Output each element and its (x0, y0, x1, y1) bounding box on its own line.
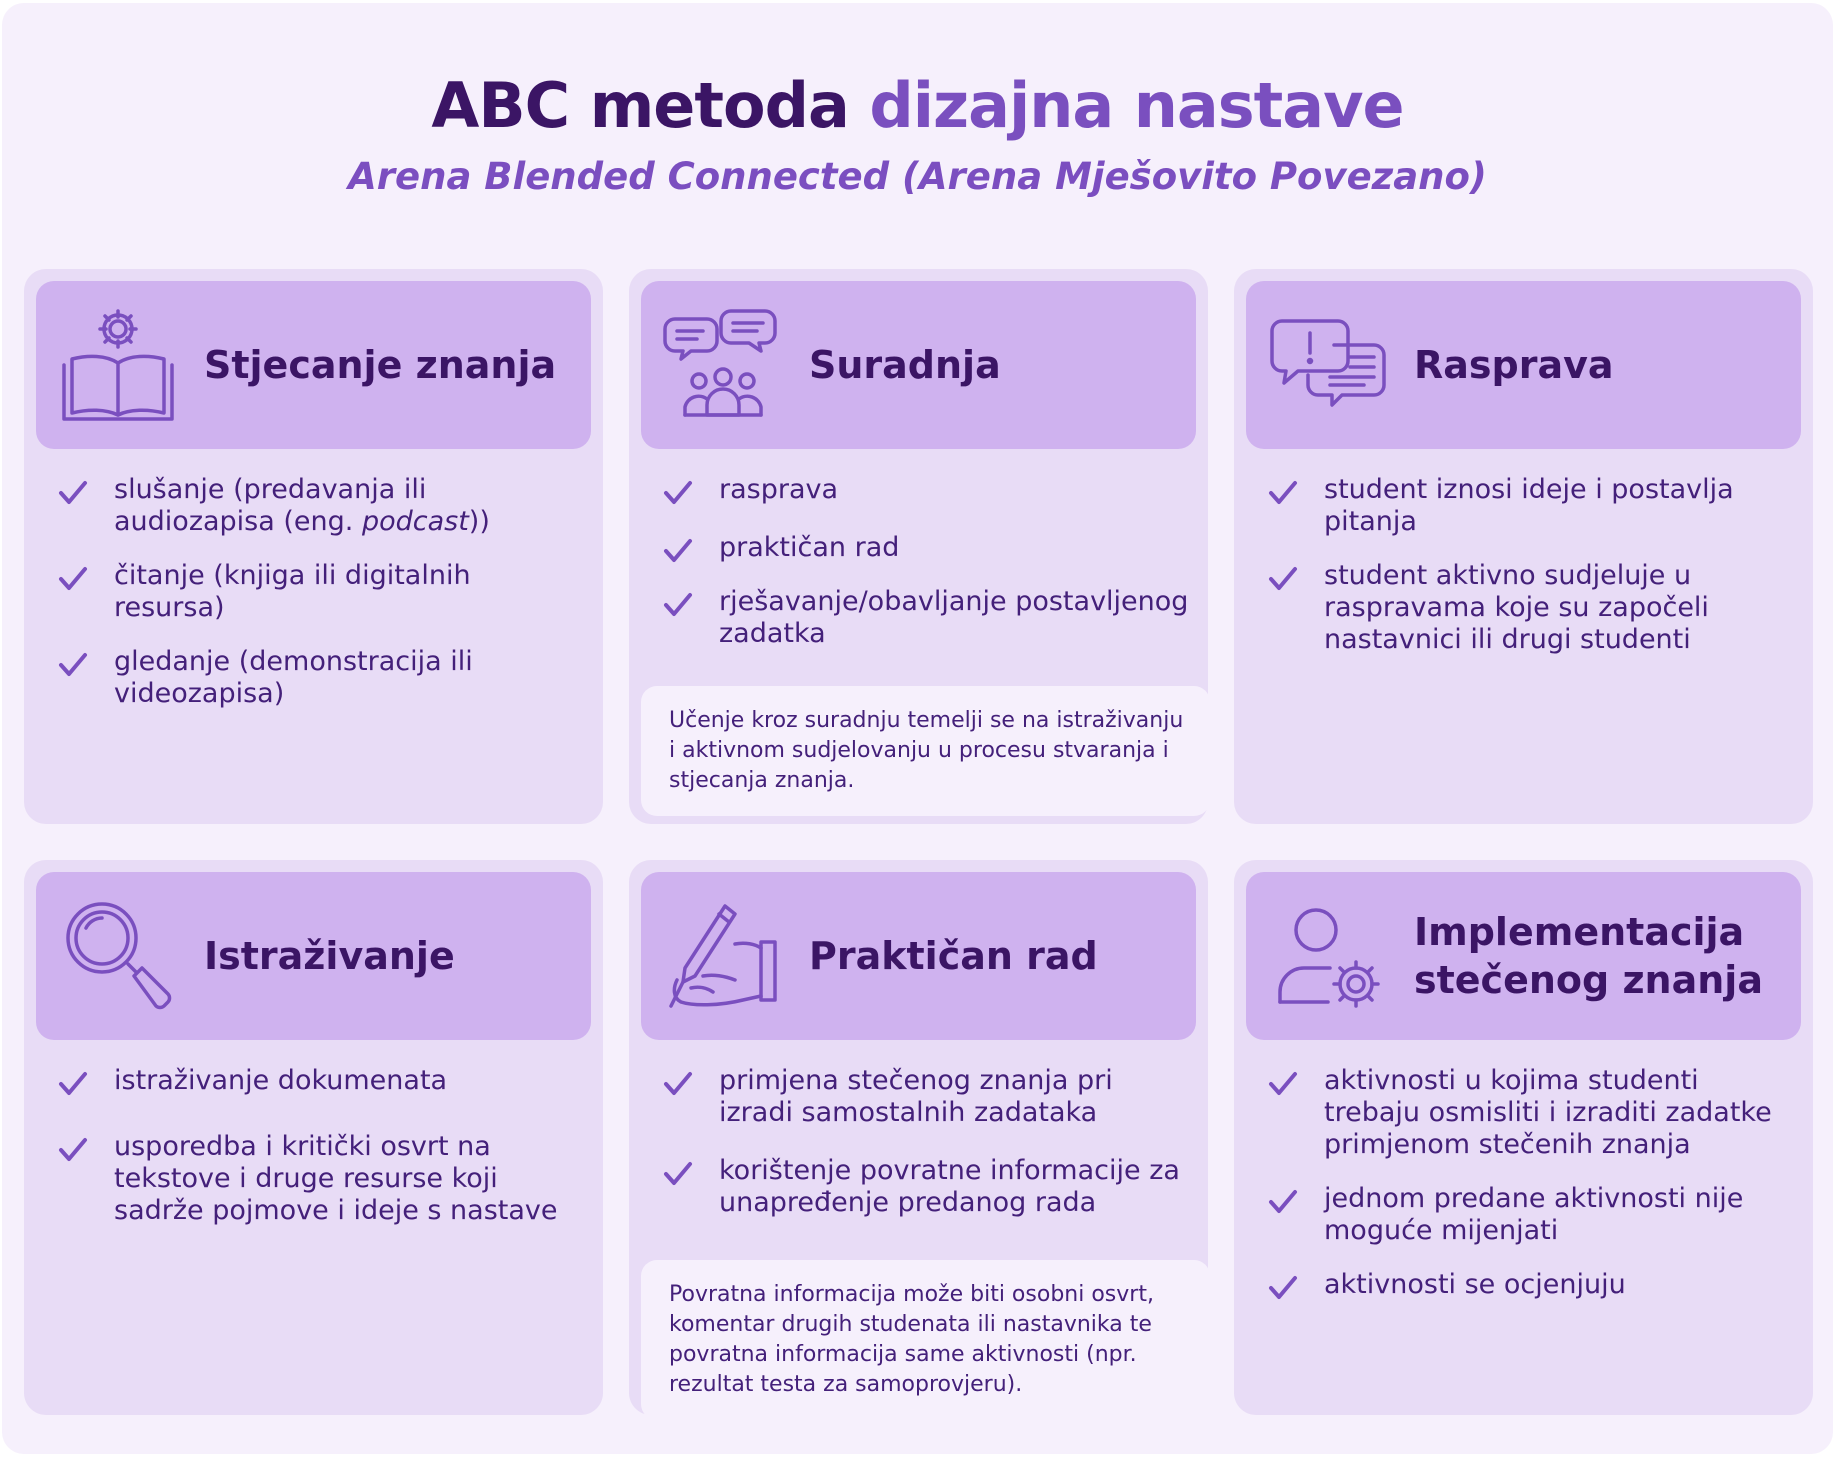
list-item (52, 560, 589, 624)
card-title: Istraživanje (204, 934, 455, 978)
card-title: Implementacija stečenog znanja (1414, 910, 1763, 1002)
magnifier-icon (58, 896, 178, 1016)
item-text: čitanje (knjiga ili digitalnih resursa) (114, 560, 471, 623)
title-main: ABC metoda (431, 69, 849, 142)
card-rasprava (1234, 269, 1813, 824)
card-title: Suradnja (809, 343, 1001, 387)
page-subtitle: Arena Blended Connected (Arena Mješovito Povezano) (348, 155, 1487, 198)
discussion-bubbles-icon (1268, 305, 1388, 425)
book-gear-icon (58, 305, 178, 425)
item-text: jednom predane aktivnosti nije moguće mijenjati (1324, 1183, 1744, 1246)
user-gear-icon (1268, 896, 1388, 1016)
item-text: rasprava (719, 474, 839, 505)
infographic-page (2, 3, 1833, 1454)
list-item (52, 474, 589, 538)
check-icon (663, 538, 693, 564)
list-item (52, 1131, 589, 1227)
item-text-end: )) (468, 506, 490, 537)
card-items (657, 474, 1194, 672)
card-items (52, 1065, 589, 1249)
title-accent: dizajna nastave (869, 69, 1404, 142)
card-items (52, 474, 589, 732)
card-title: Stjecanje znanja (204, 343, 557, 387)
list-item (1262, 1269, 1799, 1301)
check-icon (1268, 1189, 1298, 1215)
list-item (657, 474, 1194, 506)
list-item (657, 586, 1194, 650)
card-header (641, 872, 1196, 1040)
item-text: student iznosi ideje i postavlja pitanja (1324, 474, 1734, 537)
item-text: slušanje (predavanja ili audiozapisa (eng. (114, 474, 427, 537)
card-header (1246, 281, 1801, 449)
item-text: praktičan rad (719, 532, 900, 563)
item-text: istraživanje dokumenata (114, 1065, 448, 1096)
info-note: Povratna informacija može biti osobni osvrt, komentar drugih studenata ili nastavnika te povratna informacija same aktivnosti (npr. rezultat testa za samoprovjeru). (641, 1260, 1210, 1420)
check-icon (663, 1161, 693, 1187)
list-item (1262, 1183, 1799, 1247)
list-item (657, 1155, 1194, 1219)
list-item (657, 1065, 1194, 1129)
item-text: gledanje (demonstracija ili videozapisa) (114, 646, 473, 709)
check-icon (663, 480, 693, 506)
list-item (52, 1065, 589, 1097)
check-icon (663, 1071, 693, 1097)
item-text: aktivnosti se ocjenjuju (1324, 1269, 1626, 1300)
group-chat-icon (663, 305, 783, 425)
check-icon (58, 652, 88, 678)
card-items (1262, 1065, 1799, 1323)
check-icon (1268, 1275, 1298, 1301)
check-icon (58, 1071, 88, 1097)
item-text: korištenje povratne informacije za unapređenje predanog rada (719, 1155, 1180, 1218)
card-istrazivanje (24, 860, 603, 1415)
card-prakticni-rad (629, 860, 1208, 1415)
item-text: primjena stečenog znanja pri izradi samostalnih zadataka (719, 1065, 1113, 1128)
item-text: aktivnosti u kojima studenti trebaju osmisliti i izraditi zadatke primjenom stečenih znanja (1324, 1065, 1772, 1160)
list-item (1262, 474, 1799, 538)
card-stjecanje-znanja (24, 269, 603, 824)
card-suradnja (629, 269, 1208, 824)
item-text: rješavanje/obavljanje postavljenog zadatka (719, 586, 1189, 649)
item-text: usporedba i kritički osvrt na tekstove i druge resurse koji sadrže pojmove i ideje s nastave (114, 1131, 558, 1226)
card-items (657, 1065, 1194, 1241)
card-header (641, 281, 1196, 449)
check-icon (58, 566, 88, 592)
list-item (657, 532, 1194, 564)
list-item (1262, 560, 1799, 656)
item-text: student aktivno sudjeluje u raspravama koje su započeli nastavnici ili drugi studenti (1324, 560, 1709, 655)
list-item (1262, 1065, 1799, 1161)
card-header (36, 281, 591, 449)
card-title: Rasprava (1414, 343, 1614, 387)
card-items (1262, 474, 1799, 678)
card-header (1246, 872, 1801, 1040)
info-note: Učenje kroz suradnju temelji se na istraživanju i aktivnom sudjelovanju u procesu stvaranja i stjecanja znanja. (641, 686, 1210, 816)
item-emphasis: podcast (361, 506, 469, 537)
page-title (2, 69, 1833, 142)
card-header (36, 872, 591, 1040)
check-icon (1268, 566, 1298, 592)
card-implementacija (1234, 860, 1813, 1415)
list-item (52, 646, 589, 710)
check-icon (1268, 1071, 1298, 1097)
check-icon (58, 1137, 88, 1163)
card-title: Praktičan rad (809, 934, 1098, 978)
check-icon (58, 480, 88, 506)
hand-pen-icon (663, 896, 783, 1016)
check-icon (663, 592, 693, 618)
check-icon (1268, 480, 1298, 506)
